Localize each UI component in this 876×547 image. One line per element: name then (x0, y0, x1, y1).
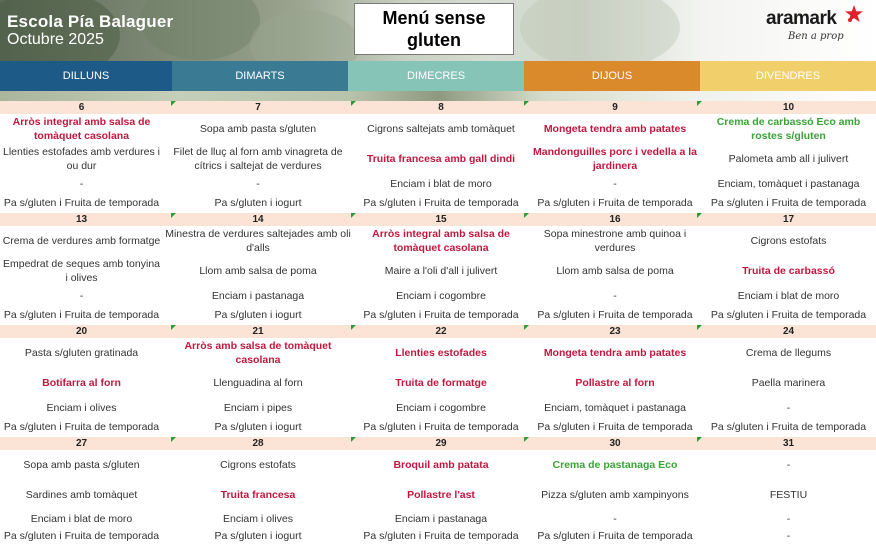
first-course: Sopa amb pasta s/gluten (23, 459, 140, 471)
side-dish: - (786, 401, 791, 414)
side-dish: Enciam i pastanaga (394, 512, 488, 525)
day-column (0, 226, 163, 325)
menu-title (354, 3, 514, 55)
day-label: DIVENDRES (700, 61, 876, 91)
dessert: Pa s/gluten i Fruita de temporada (363, 197, 519, 210)
side-dish: Enciam, tomàquet i pastanaga (544, 401, 686, 414)
dessert: Pa s/gluten i Fruita de temporada (3, 309, 160, 322)
date-number: 28 (252, 438, 264, 449)
date-number: 16 (609, 214, 621, 225)
first-course: Minestra de verdures saltejades amb oli d'alls (165, 228, 351, 254)
date-number: 7 (255, 102, 261, 113)
second-course: Botifarra al forn (42, 377, 121, 389)
first-course: Mongeta tendra amb patates (543, 347, 687, 359)
side-dish: - (613, 289, 617, 302)
day-column (353, 450, 529, 545)
first-course: Arròs integral amb salsa de tomàquet casolana (12, 116, 151, 142)
corner-marker-icon (697, 213, 702, 218)
second-course: Filet de lluç al forn amb vinagreta de cítrics i saltejat de verdures (173, 146, 343, 172)
date-number: 22 (435, 326, 447, 337)
brand-tagline: Ben a prop (788, 31, 844, 42)
dessert: Pa s/gluten i Fruita de temporada (3, 530, 160, 543)
corner-marker-icon (697, 101, 702, 106)
side-dish: Enciam i blat de moro (390, 177, 492, 190)
date-row (0, 213, 876, 226)
day-label: DILLUNS (0, 61, 172, 91)
header-banner (0, 0, 876, 61)
first-course: Cigrons saltejats amb tomàquet (367, 123, 515, 135)
week-block (0, 213, 876, 325)
corner-marker-icon (524, 437, 529, 442)
side-dish: Enciam, tomàquet i pastanaga (717, 177, 860, 190)
first-course: Crema de verdures amb formatge (2, 235, 161, 247)
leaf-decoration (520, 0, 680, 61)
second-course: Maire a l'oli d'all i julivert (384, 265, 498, 277)
side-dish: Enciam i olives (222, 512, 294, 525)
second-course: Pizza s/gluten amb xampinyons (541, 489, 689, 501)
side-dish: - (79, 289, 84, 302)
day-column (353, 114, 529, 213)
second-course: Llenguadina al forn (213, 377, 303, 389)
photo-strip (0, 91, 876, 101)
dessert: Pa s/gluten i iogurt (214, 421, 302, 434)
dessert: Pa s/gluten i Fruita de temporada (3, 197, 160, 210)
side-dish: Enciam i cogombre (396, 401, 486, 414)
first-course: Broquil amb patata (393, 459, 489, 471)
second-course: Llom amb salsa de poma (556, 265, 674, 277)
second-course: Pollastre al forn (575, 377, 655, 389)
side-dish: Enciam i pipes (223, 401, 293, 414)
date-number: 31 (782, 438, 795, 449)
dessert: Pa s/gluten i Fruita de temporada (710, 197, 867, 210)
day-column (701, 338, 876, 437)
date-number: 9 (612, 102, 618, 113)
first-course: Cigrons estofats (750, 235, 827, 247)
day-column (529, 226, 701, 325)
date-number: 24 (782, 326, 795, 337)
weekday-header (0, 61, 876, 91)
date-number: 20 (75, 326, 88, 337)
side-dish: Enciam i blat de moro (737, 289, 840, 302)
dessert: Pa s/gluten i Fruita de temporada (363, 309, 519, 322)
dessert: Pa s/gluten i iogurt (214, 530, 302, 543)
date-number: 30 (609, 438, 621, 449)
first-course: Mongeta tendra amb patates (543, 123, 687, 135)
dessert: Pa s/gluten i Fruita de temporada (363, 421, 519, 434)
side-dish: - (613, 177, 617, 190)
corner-marker-icon (171, 437, 176, 442)
side-dish: - (256, 177, 260, 190)
brand-name: aramark (766, 8, 837, 29)
day-column (163, 338, 353, 437)
first-course: Crema de carbassó Eco amb rostes s/gluten (716, 116, 861, 142)
day-column (163, 450, 353, 545)
first-course: Sopa amb pasta s/gluten (199, 123, 317, 135)
dessert: Pa s/gluten i Fruita de temporada (363, 530, 519, 543)
dessert: Pa s/gluten i iogurt (214, 309, 302, 322)
week-block (0, 101, 876, 213)
date-number: 17 (782, 214, 795, 225)
second-course: Pollastre l'ast (407, 489, 475, 501)
first-course: - (786, 459, 791, 471)
corner-marker-icon (351, 213, 356, 218)
corner-marker-icon (697, 437, 702, 442)
day-column (163, 114, 353, 213)
week-dishes (0, 114, 876, 213)
side-dish: Enciam i pastanaga (211, 289, 305, 302)
corner-marker-icon (171, 325, 176, 330)
corner-marker-icon (524, 213, 529, 218)
date-number: 10 (782, 102, 795, 113)
day-column (529, 114, 701, 213)
first-course: Llenties estofades (395, 347, 487, 359)
date-row (0, 325, 876, 338)
second-course: Empedrat de seques amb tonyina i olives (2, 258, 160, 284)
day-column (701, 450, 876, 545)
second-course: FESTIU (769, 489, 808, 501)
day-column (0, 450, 163, 545)
first-course: Cigrons estofats (220, 459, 296, 471)
second-course: Truita francesa amb gall dindi (366, 153, 516, 165)
side-dish: Enciam i cogombre (396, 289, 486, 302)
first-course: Sopa minestrone amb quinoa i verdures (543, 228, 687, 254)
side-dish: Enciam i blat de moro (30, 512, 133, 525)
date-number: 6 (78, 102, 85, 113)
date-number: 13 (75, 214, 88, 225)
second-course: Llenties estofades amb verdures i ou dur (2, 146, 160, 172)
corner-marker-icon (171, 213, 176, 218)
date-row (0, 101, 876, 114)
day-column (701, 114, 876, 213)
menu-title-line2: gluten (406, 30, 461, 50)
day-column (529, 338, 701, 437)
dessert: Pa s/gluten i Fruita de temporada (537, 197, 693, 210)
day-column (529, 450, 701, 545)
leaf-decoration (250, 10, 360, 61)
second-course: Sardines amb tomàquet (25, 489, 138, 501)
corner-marker-icon (351, 437, 356, 442)
side-dish: Enciam i olives (46, 401, 117, 414)
second-course: Mandonguilles porc i vedella a la jardinera (533, 146, 697, 172)
first-course: Crema de pastanaga Eco (552, 459, 678, 471)
first-course: Arròs amb salsa de tomàquet casolana (184, 340, 332, 366)
corner-marker-icon (171, 101, 176, 106)
dessert: Pa s/gluten i Fruita de temporada (537, 421, 693, 434)
menu-title-line1: Menú sense (382, 8, 486, 28)
dessert: Pa s/gluten i Fruita de temporada (710, 309, 867, 322)
second-course: Truita de formatge (395, 377, 487, 389)
dessert: Pa s/gluten i Fruita de temporada (537, 530, 693, 543)
date-row (0, 437, 876, 450)
week-block (0, 325, 876, 437)
date-number: 27 (75, 438, 88, 449)
day-column (0, 338, 163, 437)
date-number: 29 (435, 438, 447, 449)
dessert: - (786, 530, 791, 543)
day-label: DIJOUS (524, 61, 700, 91)
aramark-logo (766, 6, 866, 54)
corner-marker-icon (697, 325, 702, 330)
week-dishes (0, 226, 876, 325)
date-number: 15 (435, 214, 447, 225)
menu-month: Octubre 2025 (7, 31, 104, 48)
dessert: Pa s/gluten i Fruita de temporada (537, 309, 693, 322)
first-course: Crema de llegums (745, 347, 832, 359)
date-number: 14 (252, 214, 264, 225)
side-dish: - (786, 512, 791, 525)
day-column (353, 226, 529, 325)
week-dishes (0, 450, 876, 545)
dessert: Pa s/gluten i Fruita de temporada (710, 421, 867, 434)
date-number: 8 (438, 102, 444, 113)
day-column (701, 226, 876, 325)
star-icon (844, 4, 864, 24)
day-column (0, 114, 163, 213)
first-course: Arròs integral amb salsa de tomàquet casolana (372, 228, 510, 254)
week-dishes (0, 338, 876, 437)
dessert: Pa s/gluten i iogurt (214, 197, 302, 210)
school-name: Escola Pía Balaguer (7, 12, 174, 31)
dessert: Pa s/gluten i Fruita de temporada (3, 421, 160, 434)
first-course: Pasta s/gluten gratinada (24, 347, 139, 359)
day-column (163, 226, 353, 325)
date-number: 21 (252, 326, 264, 337)
second-course: Truita francesa (220, 489, 296, 501)
corner-marker-icon (351, 101, 356, 106)
date-number: 23 (609, 326, 621, 337)
side-dish: - (613, 512, 617, 525)
second-course: Paella marinera (751, 377, 826, 389)
second-course: Llom amb salsa de poma (199, 265, 317, 277)
week-block (0, 437, 876, 545)
corner-marker-icon (524, 325, 529, 330)
day-label: DIMECRES (348, 61, 524, 91)
corner-marker-icon (524, 101, 529, 106)
second-course: Palometa amb all i julivert (728, 153, 849, 165)
side-dish: - (79, 177, 84, 190)
day-label: DIMARTS (172, 61, 348, 91)
menu-grid (0, 101, 876, 545)
corner-marker-icon (351, 325, 356, 330)
second-course: Truita de carbassó (742, 265, 835, 277)
day-column (353, 338, 529, 437)
